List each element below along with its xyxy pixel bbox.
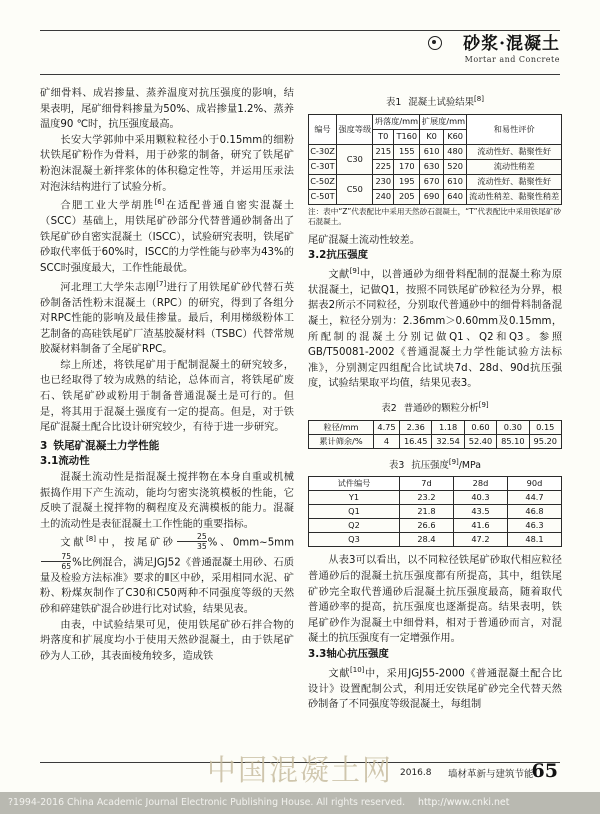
standard-code: JGJ52	[153, 557, 181, 569]
cell: 26.6	[399, 519, 453, 533]
right-column	[308, 86, 562, 713]
footnote-ref: [8]	[86, 535, 96, 544]
table-row	[309, 491, 562, 505]
fraction-numerator: 25	[197, 532, 207, 542]
text-run: ，按照不同铁尾矿砂粒径为分界，根据表	[308, 284, 563, 312]
text-run: 《普通混凝土力学性能试验方法标准》，分别测定四组配合比试块	[308, 347, 562, 374]
section-number: 3.3	[308, 648, 327, 661]
cell: 52.40	[464, 434, 496, 448]
text-run: ＞	[445, 316, 456, 328]
cell: 690	[420, 189, 443, 204]
text-run: 《普通混凝土用砂、石质量及检验方法标准》要求的Ⅱ区中砂，采用相同水泥、矿粉、粉煤灰制作了	[40, 557, 295, 600]
issue-date: 2016.8	[400, 768, 432, 778]
cell: 1.18	[432, 420, 464, 434]
text-run: 中，采用	[364, 668, 409, 680]
cell: C-30T	[309, 159, 337, 174]
page-header	[40, 30, 560, 74]
watermark: 中国混凝土网	[206, 753, 393, 787]
text-run: 、	[463, 331, 480, 343]
cell: C-50Z	[309, 174, 337, 189]
table-row	[309, 144, 562, 159]
text-run: 在适配普通自密实混凝土（	[40, 200, 295, 228]
paragraph	[40, 277, 294, 358]
footnote-ref: [6]	[154, 198, 165, 207]
cell: C-30Z	[309, 144, 337, 159]
abbrev: ISCC	[144, 247, 169, 259]
value: 0.60mm	[455, 316, 499, 328]
table3-title: 抗压强度	[411, 459, 449, 471]
text-run: ）的研究，得到了各组分对	[40, 297, 294, 325]
section-title: 轴心抗压强度	[326, 648, 389, 661]
cell: Q2	[309, 519, 400, 533]
table1-caption	[308, 92, 562, 111]
paragraph	[40, 532, 294, 617]
footnote-ref: [9]	[349, 266, 360, 275]
page-subtitle: Mortar and Concrete	[464, 55, 560, 64]
paragraph: 长安大学郭帅中采用颗粒粒径小于0.15mm的细粉状铁尾矿粉作为骨料，用于砂浆的制备，研究了铁尾矿粉泡沫混凝土新拌浆体的体积稳定性等，并运用压汞法对泡沫结构进行了试验分析。	[40, 134, 294, 193]
cell: 630	[420, 159, 443, 174]
cell: 流动性稍差、黏聚性稍差	[467, 189, 562, 204]
section-title: 流动性	[58, 455, 90, 468]
abbrev: SCC	[50, 216, 72, 228]
text-run: %比例混合，满足	[72, 557, 154, 569]
cell: 0.60	[464, 420, 496, 434]
th-T0: T0	[373, 129, 394, 144]
footnote-ref: [10]	[350, 665, 365, 674]
cell: 670	[420, 174, 443, 189]
grade-code: C30	[125, 588, 146, 600]
text-run: 合肥工业大学胡胜	[60, 200, 155, 212]
text-run: 文献	[60, 538, 87, 549]
left-column	[40, 86, 294, 664]
section-heading-3-3	[308, 647, 562, 663]
table1-number: 表1	[386, 97, 402, 109]
table3-caption	[308, 455, 562, 474]
paragraph: 混凝土流动性是指混凝土搅拌物在本身自重或机械振捣作用下产生流动，能均匀密实浇筑模板的性能，它反映了混凝土搅拌物的稠程度及充满模板的能力。混凝土的流动性是表征混凝土工作性能的重要指标。	[40, 472, 294, 530]
abbrev: ISCC	[152, 231, 177, 243]
table-row	[309, 420, 562, 434]
th-90d: 90d	[507, 477, 561, 491]
sample-code: Q3	[509, 331, 524, 343]
cell: 流动性好、黏聚性好	[467, 174, 562, 189]
grade-code: C50	[156, 588, 177, 600]
fraction-denominator: 65	[41, 561, 71, 571]
text-run: 《普通混凝土配合比设计》设置配制公式，利用迁安铁尾矿砂完全代替天然砂制备了不同强度等级混凝土，每组制	[308, 668, 563, 711]
cell: 44.7	[507, 491, 561, 505]
table2-title: 普通砂的颗粒分析	[403, 403, 479, 415]
cnki-copyright-bar	[0, 792, 600, 814]
th-K60: K60	[443, 129, 467, 144]
footnote-ref: [8]	[474, 95, 484, 103]
cell: C50	[337, 174, 373, 204]
footer-divider	[40, 762, 560, 763]
th-id: 编号	[309, 114, 337, 144]
table-header-row	[309, 477, 562, 491]
text-run: 性能的影响及最佳掺量。最后，利用梯级粉体工艺制备的高硅铁尾矿厂渣基胶凝材料（	[40, 313, 295, 340]
cell: 195	[394, 174, 420, 189]
table1-note: 注：表中“Z”代表配比中采用天然砂石混凝土，“T”代表配比中采用铁尾矿砂石混凝土。	[308, 206, 562, 226]
cell: Q1	[309, 505, 400, 519]
th-slump: 坍落度/mm	[373, 114, 420, 129]
table-concrete-test-results	[308, 114, 562, 205]
cell: 46.3	[507, 519, 561, 533]
abbrev: RPC	[50, 313, 71, 325]
footnote-ref: [7]	[156, 279, 167, 288]
cell: 0.15	[529, 420, 561, 434]
fraction	[177, 532, 207, 551]
sample-code: Q1	[380, 284, 396, 296]
text-run: 文献	[328, 668, 351, 680]
th-workability: 和易性评价	[467, 114, 562, 144]
table-row	[309, 519, 562, 533]
paragraph: 矿细骨料、成岩掺量、蒸养温度对抗压强度的影响，结果表明，尾矿细骨料掺量为50%、成岩掺量1.2%、蒸养温度90 ℃时，抗压强度最高。	[40, 88, 294, 131]
cell: 流动性稍差	[467, 159, 562, 174]
cell: 16.45	[400, 434, 432, 448]
cell: 4	[374, 434, 400, 448]
cell: 40.3	[453, 491, 507, 505]
cell: C30	[337, 144, 373, 174]
value: 2.36mm	[402, 316, 446, 328]
footnote-ref: [9]	[448, 457, 459, 466]
text-run: ）代替常规胶凝材料制备了全尾矿	[40, 328, 295, 356]
section-number: 3	[40, 439, 48, 452]
cell: 640	[443, 189, 467, 204]
cell: 520	[443, 159, 467, 174]
section-title: 铁尾矿混凝土力学性能	[53, 439, 160, 452]
text-run: 和	[145, 588, 157, 600]
table3-unit: /MPa	[458, 459, 481, 471]
cell: 47.2	[453, 533, 507, 547]
fraction-denominator: 35	[177, 541, 207, 551]
cell: 85.10	[497, 434, 529, 448]
cell: 41.6	[453, 519, 507, 533]
cell: 0.30	[497, 420, 529, 434]
cell: 95.20	[529, 434, 561, 448]
row-label: 粒径/mm	[309, 420, 374, 434]
text-run: 进行了用铁尾矿砂代替石英砂制备活性粉末混凝土（	[40, 281, 295, 309]
cell: 170	[394, 159, 420, 174]
cell: 480	[443, 144, 467, 159]
text-run: 的力学性能与砂率为43%的	[168, 247, 294, 259]
section-heading-3-1	[40, 454, 294, 470]
table-header-row	[309, 114, 562, 129]
paragraph	[40, 195, 294, 276]
abbrev: TSBC	[215, 328, 243, 340]
th-grade: 强度等级	[337, 114, 373, 144]
paragraph: 由表，中试验结果可见，使用铁尾矿砂石拌合物的坍落度和扩展度均小于使用天然砂混凝土，由于铁尾矿砂为人工砂，其表面棱角较多，造成铁	[40, 619, 294, 662]
th-K0: K0	[420, 129, 443, 144]
standard-code: GB/T50081-2002	[308, 347, 395, 359]
cell: 4.75	[374, 420, 400, 434]
section-number: 3.1	[40, 455, 59, 468]
cell: Q3	[309, 533, 400, 547]
page-number: 65	[531, 760, 558, 782]
cell: 240	[373, 189, 394, 204]
cell: 21.8	[399, 505, 453, 519]
cell: 610	[420, 144, 443, 159]
text-run: ）基础上，用铁尾矿砂部分代替普通砂制备出了铁尾矿砂自密实混凝土（	[40, 216, 295, 243]
header-divider-bottom	[40, 74, 560, 75]
footnote-ref: [9]	[478, 401, 489, 410]
text-run: 。参照	[523, 331, 563, 343]
table1-title: 混凝土试验结果	[408, 97, 475, 109]
cell: C-50T	[309, 189, 337, 204]
table-row	[309, 533, 562, 547]
th-7d: 7d	[399, 477, 453, 491]
section-title: 抗压强度	[326, 249, 368, 262]
text-run: 、	[498, 362, 511, 374]
cell: 215	[373, 144, 394, 159]
text-run: ），试验研究表明，铁尾矿砂取代率低于60%时，	[40, 231, 294, 259]
cell: 48.1	[507, 533, 561, 547]
paragraph	[308, 264, 562, 392]
paragraph: 综上所述，将铁尾矿用于配制混凝土的研究较多，也已经取得了较为成熟的结论，总体而言，将铁尾矿废石、铁尾矿砂或粉用于制备普通混凝土是可行的。但是，将其用于混凝土强度有一定的提高。但是，对于铁尾矿混凝土配合比设计研究较少，有待于进一步研究。	[40, 359, 294, 434]
copyright-text: ?1994-2016 China Academic Journal Electronic Publishing House. All rights reserved.	[8, 797, 406, 808]
table-row	[309, 174, 562, 189]
table-ref: 2	[328, 300, 336, 312]
row-label: 累计筛余/%	[309, 434, 374, 448]
value: 0.15mm	[508, 316, 552, 328]
footer-category: 墙材革新与建筑节能	[448, 769, 534, 780]
abbrev: SCC	[40, 262, 61, 274]
table2-caption	[308, 398, 562, 417]
cell: 28.4	[399, 533, 453, 547]
standard-code: JGJ55-2000	[408, 668, 465, 680]
cell: 230	[373, 174, 394, 189]
section-heading-3	[40, 439, 294, 455]
section-heading-3-2	[308, 248, 562, 264]
text-run: ，所配制的混凝土分别记做	[308, 316, 563, 343]
cell: 32.54	[432, 434, 464, 448]
text-run: 抗压强度，试验结果取平均值，结果见	[308, 362, 563, 390]
paragraph: 从表3可以看出，以不同粒径铁尾矿砂取代相应粒径普通砂后的混凝土抗压强度都有所提高，其中，组铁尾矿砂完全取代普通砂后混凝土抗压强度最高，随着取代普通砂率的提高，抗压强度也逐渐提高。结果表明，铁尾矿砂作为混凝土中细骨料，相对于普通砂而言，对混凝土的抗压强度有一定增强作用。	[308, 555, 562, 645]
text-run: 。	[467, 378, 478, 390]
header-title-block	[463, 34, 560, 66]
text-run: 和	[493, 331, 510, 343]
text-run: 。	[162, 344, 173, 356]
paragraph	[308, 663, 562, 713]
text-run: 时强度最大，工作性能最优。	[60, 262, 194, 274]
th-28d: 28d	[453, 477, 507, 491]
table-row	[309, 434, 562, 448]
cell: 205	[394, 189, 420, 204]
cell: 43.5	[453, 505, 507, 519]
table-compressive-strength	[308, 476, 562, 547]
cell: 155	[394, 144, 420, 159]
table-sand-particle-analysis	[308, 420, 562, 449]
cell: 23.2	[399, 491, 453, 505]
value: 7d	[454, 362, 468, 374]
text-run: 文献	[328, 269, 350, 281]
table-row	[309, 505, 562, 519]
text-run: 、	[467, 362, 480, 374]
fraction	[41, 552, 71, 571]
abbrev: RPC	[156, 297, 178, 309]
paragraph: 尾矿混凝土流动性较差。	[308, 234, 421, 246]
table-ref: 表3	[450, 378, 468, 390]
diamond-circle-icon	[428, 36, 442, 50]
cell: 2.36	[400, 420, 432, 434]
text-run: %、0mm~5mm	[207, 538, 295, 549]
fraction-numerator: 75	[61, 551, 72, 561]
cnki-url[interactable]: http://www.cnki.net	[418, 797, 510, 808]
cell: 225	[373, 159, 394, 174]
cell: Y1	[309, 491, 400, 505]
value: 90d	[510, 362, 530, 374]
sample-code: Q2	[479, 331, 494, 343]
cell: 46.8	[507, 505, 561, 519]
section-number: 3.2	[308, 249, 327, 262]
cell: 610	[443, 174, 467, 189]
table3-number: 表3	[388, 459, 405, 471]
text-run: 两种不同强度等级的天然砂和碎建铁矿混合砂进行比对试验，结果见表。	[40, 588, 295, 615]
value: 28d	[479, 362, 499, 374]
th-specimen: 试件编号	[309, 477, 400, 491]
text-run: 中，以普通砂为细骨料配制的混凝土称为原状混凝土，记做	[308, 269, 563, 296]
abbrev: RPC	[141, 344, 163, 356]
table2-number: 表2	[381, 403, 397, 415]
text-run: 中，按尾矿砂	[95, 538, 176, 549]
cell: 流动性好、黏聚性好	[467, 144, 562, 159]
th-spread: 扩展度/mm	[420, 114, 467, 129]
text-run: 所示不同粒径，分别取代普通砂中的细骨料制备混凝土，粒径分别为：	[308, 300, 563, 328]
text-run: 河北理工大学朱志刚	[60, 281, 157, 293]
sample-code: Q1	[449, 331, 464, 343]
header-divider-top	[40, 30, 560, 31]
page-title: 砂浆·混凝土	[463, 34, 560, 54]
text-run: 及	[498, 316, 509, 328]
th-T160: T160	[394, 129, 420, 144]
